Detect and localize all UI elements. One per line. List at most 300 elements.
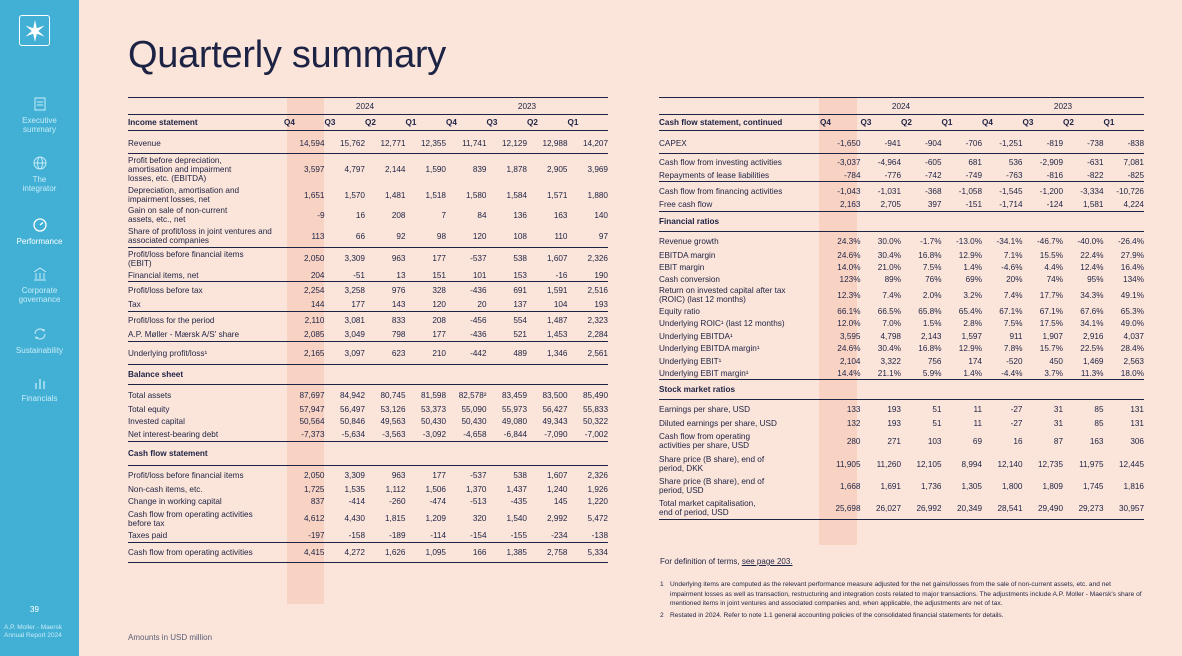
cell-value: 85,490 (582, 390, 608, 400)
cell-value: 16.4% (1120, 262, 1144, 272)
row-label: Total equity (128, 404, 170, 414)
row-label: Underlying EBITDA margin¹ (659, 344, 760, 353)
row-label: Non-cash items, etc. (128, 484, 203, 494)
cell-value: 7,081 (1123, 158, 1144, 167)
table-row (128, 298, 608, 311)
cell-value: -776 (884, 170, 901, 180)
nav-performance[interactable] (0, 218, 79, 246)
cell-value: -155 (510, 531, 527, 540)
cell-value: -816 (1046, 170, 1063, 180)
cell-value: 1,668 (840, 481, 861, 491)
cell-value: 3.7% (1044, 368, 1063, 378)
cell-value: -51 (353, 270, 365, 280)
footnote-2-number: 2 (660, 612, 664, 619)
cell-value: 1,305 (961, 481, 982, 491)
cell-value: 14.4% (837, 368, 861, 378)
cell-value: 1,691 (880, 481, 901, 491)
cell-value: 2,916 (1083, 331, 1104, 341)
bar-chart-icon (33, 377, 47, 389)
cell-value: 49,563 (380, 416, 406, 426)
cell-value: -114 (430, 531, 446, 540)
cell-value: 7 (441, 210, 446, 220)
cell-value: 67.1% (1039, 306, 1063, 316)
row-label: Invested capital (128, 416, 185, 426)
cell-value: 1,220 (587, 497, 608, 506)
cell-value: -474 (429, 497, 446, 506)
cell-value: 103 (927, 436, 942, 446)
cell-value: 1,651 (304, 190, 325, 200)
cell-value: -6,844 (503, 429, 527, 439)
cell-value: -825 (1127, 170, 1144, 180)
table-row (659, 399, 1144, 417)
cell-value: 26,027 (875, 503, 901, 513)
cell-value: -7,002 (584, 429, 608, 439)
cell-value: 2,050 (304, 471, 325, 480)
cell-value: -436 (470, 330, 487, 339)
cell-value: 120 (432, 300, 446, 309)
cell-value: 3,049 (344, 330, 365, 339)
cell-value: -154 (470, 531, 487, 540)
nav-label: Corporate governance (18, 286, 61, 304)
cell-value: -513 (470, 497, 487, 506)
cell-value: 1,907 (1042, 331, 1063, 341)
cell-value: 50,564 (299, 416, 325, 426)
cell-value: 56,497 (339, 404, 365, 414)
cell-value: 1,437 (506, 484, 527, 494)
cell-value: 8,994 (961, 459, 982, 469)
cell-value: 7.5% (922, 262, 942, 272)
cell-value: -1,200 (1039, 186, 1063, 196)
cell-value: 21.0% (877, 262, 901, 272)
cell-value: 271 (887, 436, 901, 446)
page-number: 39 (30, 605, 39, 614)
table-row (128, 384, 608, 403)
cell-value: 82,578² (458, 390, 487, 400)
cell-value: 28,541 (997, 503, 1023, 513)
cell-value: 911 (1009, 331, 1023, 341)
cell-value: 67.6% (1080, 306, 1104, 316)
maersk-star-icon[interactable] (19, 15, 50, 46)
cell-value: 1,725 (304, 484, 325, 494)
cell-value: 53,373 (420, 404, 446, 414)
cell-value: 31 (1053, 418, 1063, 428)
nav-corporate-governance[interactable] (0, 267, 79, 304)
year-header-row (659, 97, 1144, 114)
cell-value: -414 (348, 497, 365, 506)
page-title: Quarterly summary (128, 34, 446, 76)
cell-value: -819 (1046, 138, 1063, 148)
cell-value: 12,988 (542, 138, 568, 148)
cell-value: 57,947 (299, 404, 325, 414)
cell-value: 5,334 (587, 548, 608, 557)
cell-value: 120 (472, 231, 487, 241)
quarter-label: Q4 (820, 118, 831, 127)
cell-value: -27 (1010, 405, 1023, 414)
cell-value: -189 (389, 531, 406, 540)
cell-value: -7,373 (301, 429, 325, 439)
cell-value: 5.9% (922, 368, 942, 378)
cell-value: 83,500 (542, 390, 568, 400)
section-heading: Stock market ratios (659, 379, 1144, 399)
cell-value: -738 (1087, 138, 1104, 148)
cell-value: 66 (355, 231, 365, 241)
cell-value: 1,469 (1083, 356, 1104, 366)
cell-value: 2,705 (880, 200, 901, 209)
report-line2: Annual Report 2024 (4, 632, 62, 639)
cell-value: 1,580 (466, 190, 487, 200)
cell-value: 177 (432, 330, 446, 339)
cell-value: -1,714 (999, 200, 1023, 209)
table-row (659, 367, 1144, 379)
cell-value: 137 (513, 300, 527, 309)
nav-financials[interactable] (0, 377, 79, 403)
cell-value: -16 (555, 270, 568, 280)
cell-value: 12.9% (958, 344, 982, 353)
cell-value: 56,427 (542, 404, 568, 414)
cell-value: 3,097 (344, 348, 365, 358)
table-row (128, 185, 608, 205)
cell-value: 3,595 (840, 331, 861, 341)
row-label: Profit/loss for the period (128, 315, 215, 325)
cell-value: 108 (513, 231, 527, 241)
units-note: Amounts in USD million (128, 633, 213, 642)
table-row (659, 131, 1144, 153)
row-label: Profit/loss before tax (128, 285, 203, 295)
cell-value: 2,050 (304, 254, 325, 263)
cell-value: 4,272 (344, 548, 365, 557)
cell-value: 140 (594, 210, 608, 220)
cell-value: 1,112 (385, 484, 406, 494)
cell-value: 2,110 (304, 315, 325, 325)
cell-value: 95% (1087, 274, 1104, 284)
table-row (659, 330, 1144, 342)
cell-value: 1,626 (385, 548, 406, 557)
cell-value: 1,581 (1083, 200, 1104, 209)
table-row (128, 131, 608, 153)
cell-value: 69 (972, 436, 982, 446)
cell-value: 3.2% (963, 290, 982, 300)
cell-value: 11,741 (462, 138, 487, 148)
nav-sustainability[interactable] (0, 327, 79, 355)
cell-value: -763 (1006, 170, 1023, 180)
cell-value: 1.5% (922, 319, 942, 328)
cell-value: 2,143 (921, 331, 942, 341)
nav-label: Sustainability (15, 346, 64, 355)
cell-value: 1,571 (547, 190, 568, 200)
table-row (659, 249, 1144, 261)
recycle-icon (33, 327, 47, 341)
table-row (659, 453, 1144, 475)
row-label: Equity ratio (659, 306, 700, 316)
cell-value: 24.3% (837, 237, 861, 246)
cell-value: 1.4% (963, 368, 982, 378)
cell-value: -1,031 (877, 186, 901, 196)
nav-executive-summary[interactable] (0, 97, 79, 134)
cell-value: 174 (968, 356, 982, 366)
cell-value: 84 (477, 210, 487, 220)
cell-value: 26,992 (916, 503, 942, 513)
cell-value: -1,650 (837, 138, 861, 148)
cell-value: 691 (513, 285, 527, 295)
table-row (659, 317, 1144, 330)
table-row (128, 341, 608, 364)
cell-value: -537 (470, 471, 487, 480)
cell-value: 12,140 (997, 459, 1023, 469)
cell-value: 2,104 (840, 356, 861, 366)
cell-value: 1.4% (963, 262, 982, 272)
cell-value: 27.9% (1120, 250, 1144, 260)
row-label: Change in working capital (128, 497, 222, 506)
table-row (128, 508, 608, 529)
row-label: Underlying ROIC¹ (last 12 months) (659, 319, 785, 328)
cell-value: 18.0% (1120, 368, 1144, 378)
cell-value: 134% (1123, 274, 1144, 284)
cell-value: 11 (973, 405, 982, 414)
table-row (659, 417, 1144, 429)
cell-value: 110 (554, 231, 568, 241)
document-icon (34, 97, 46, 111)
cell-value: 131 (1130, 418, 1144, 428)
cell-value: -124 (1046, 200, 1063, 209)
cell-value: -13.0% (956, 237, 982, 246)
row-label: Cash conversion (659, 274, 720, 284)
cell-value: -436 (470, 285, 487, 295)
section-heading: Financial ratios (659, 211, 1144, 231)
cell-value: 208 (432, 315, 446, 325)
row-label: Total market capitalisation, end of period, USD (659, 499, 756, 517)
row-label: Revenue (128, 138, 161, 148)
cell-value: -4.6% (1001, 262, 1023, 272)
row-label: Underlying profit/loss¹ (128, 348, 208, 358)
quarter-header-row (128, 114, 608, 131)
row-label: Revenue growth (659, 237, 719, 246)
cell-value: 92 (396, 231, 406, 241)
definition-prefix: For definition of terms, (660, 557, 742, 566)
cell-value: -27 (1010, 418, 1023, 428)
cell-value: 2.0% (922, 290, 942, 300)
cell-value: 976 (391, 285, 406, 295)
cell-value: 5,472 (587, 514, 608, 523)
quarter-label: Q1 (567, 118, 579, 127)
cell-value: 104 (553, 300, 568, 309)
cell-value: 20 (477, 300, 487, 309)
cell-value: 538 (513, 254, 527, 263)
table-row (128, 483, 608, 495)
cell-value: 163 (1089, 436, 1104, 446)
cell-value: 24.6% (837, 344, 861, 353)
cell-value: 143 (391, 300, 406, 309)
cell-value: 4,224 (1123, 200, 1144, 209)
quarter-label: Q2 (365, 118, 376, 127)
cell-value: 80,745 (380, 390, 406, 400)
cell-value: 1,597 (961, 331, 982, 341)
cell-value: 55,833 (582, 404, 608, 414)
cell-value: -706 (965, 138, 982, 148)
cell-value: 1,607 (547, 471, 568, 480)
table-row (659, 342, 1144, 355)
row-label: Underlying EBIT margin¹ (659, 368, 749, 378)
report-name (4, 624, 62, 640)
cell-value: 49,343 (542, 416, 568, 426)
cell-value: -605 (925, 158, 942, 167)
cell-value: -34.1% (996, 237, 1023, 246)
cell-value: 7.8% (1003, 344, 1023, 353)
cell-value: 29,490 (1037, 503, 1063, 513)
cell-value: 4,612 (304, 514, 325, 523)
cell-value: 50,430 (461, 416, 487, 426)
table-row (128, 328, 608, 341)
cell-value: 74% (1046, 274, 1063, 284)
cell-value: -1,251 (999, 138, 1023, 148)
cell-value: 17.7% (1039, 290, 1063, 300)
row-label: Cash flow from financing activities (659, 186, 783, 196)
cell-value: 3,309 (344, 471, 365, 480)
cell-value: 963 (391, 254, 406, 263)
cell-value: -1,545 (999, 186, 1023, 196)
cell-value: -1,058 (958, 186, 982, 196)
quarter-label: Q4 (446, 118, 457, 127)
cell-value: 2,326 (587, 471, 608, 480)
cell-value: 4,037 (1123, 331, 1144, 341)
row-label: EBIT margin (659, 262, 705, 272)
cell-value: 1,800 (1002, 481, 1023, 491)
cell-value: 15,762 (339, 138, 365, 148)
definition-note (660, 557, 793, 567)
cell-value: 131 (1130, 405, 1144, 414)
cell-value: 30.4% (877, 344, 901, 353)
cell-value: 11 (973, 418, 982, 428)
definition-link[interactable]: see page 203. (741, 557, 793, 566)
cell-value: 85 (1094, 418, 1104, 428)
cell-value: -838 (1127, 138, 1144, 148)
row-label: Repayments of lease liabilities (659, 170, 770, 180)
cell-value: 69% (965, 274, 982, 284)
cell-value: -822 (1087, 170, 1104, 180)
cell-value: -26.4% (1118, 237, 1144, 246)
table-row (128, 427, 608, 441)
table-row (128, 542, 608, 562)
table-row (659, 429, 1144, 453)
cell-value: -5,634 (341, 429, 365, 439)
cell-value: -9 (317, 210, 325, 220)
section-heading: Cash flow statement (128, 441, 608, 465)
row-label: A.P. Møller - Mærsk A/S' share (128, 330, 240, 339)
cell-value: 11.3% (1080, 368, 1104, 378)
cell-value: 12.4% (1080, 262, 1104, 272)
cell-value: 15.7% (1039, 344, 1063, 353)
cell-value: 12.9% (958, 250, 982, 260)
cell-value: 34.1% (1080, 319, 1104, 328)
row-label: Share price (B share), end of period, DKK (659, 455, 765, 473)
sidebar (0, 0, 79, 656)
cell-value: 2,144 (385, 165, 406, 174)
cell-value: 83,459 (501, 390, 527, 400)
nav-label: Executive summary (22, 116, 57, 134)
cell-value: 12.3% (837, 290, 861, 300)
cell-value: -1.7% (920, 237, 942, 246)
cell-value: 3,309 (344, 254, 365, 263)
quarter-label: Q2 (901, 118, 912, 127)
cell-value: -904 (925, 138, 942, 148)
cell-value: 2,516 (587, 285, 608, 295)
cell-value: 4,797 (344, 165, 365, 174)
cell-value: -2,909 (1039, 158, 1063, 167)
table-row (128, 225, 608, 247)
row-label: Net interest-bearing debt (128, 429, 219, 439)
row-label: Depreciation, amortisation and impairment losses, net (128, 186, 240, 204)
cell-value: 97 (598, 231, 608, 241)
nav-label: The integrator (22, 175, 57, 193)
cell-value: 681 (968, 158, 982, 167)
cell-value: 12,735 (1037, 459, 1063, 469)
cell-value: 2,563 (1123, 356, 1144, 366)
cell-value: 1,518 (425, 190, 446, 200)
cell-value: 84,942 (339, 390, 365, 400)
quarter-label: Q1 (941, 118, 953, 127)
cell-value: 1,880 (587, 190, 608, 200)
table-row (659, 475, 1144, 497)
quarter-label: Q3 (1022, 118, 1034, 127)
cell-value: 1,506 (425, 484, 446, 494)
report-line1: A.P. Moller - Maersk (4, 624, 63, 631)
cell-value: 280 (846, 436, 861, 446)
cell-value: 554 (513, 315, 527, 325)
cell-value: 50,846 (339, 416, 365, 426)
cell-value: 15.5% (1039, 250, 1063, 260)
row-label: Share of profit/loss in joint ventures and associated companies (128, 227, 272, 245)
cell-value: -368 (925, 186, 942, 196)
cell-value: 87 (1053, 436, 1063, 446)
cell-value: 798 (391, 330, 406, 339)
cell-value: -442 (470, 348, 487, 358)
nav-the-integrator[interactable] (0, 156, 79, 193)
cell-value: 133 (846, 405, 861, 414)
cell-value: 1,736 (921, 481, 942, 491)
cell-value: 963 (391, 471, 406, 480)
cell-value: 1,385 (506, 548, 527, 557)
cell-value: -158 (348, 531, 365, 540)
row-label: Profit/loss before financial items (128, 471, 244, 480)
cell-value: 1,926 (587, 484, 608, 494)
cell-value: 12,445 (1118, 459, 1144, 469)
footnote-1 (660, 580, 1144, 609)
row-label: Profit before depreciation, amortisation and impairment losses, etc. (EBITDA) (128, 156, 232, 183)
cell-value: 521 (513, 330, 527, 339)
cell-value: 12,771 (380, 138, 406, 148)
cell-value: 177 (351, 300, 365, 309)
cell-value: 11,975 (1079, 459, 1104, 469)
cell-value: 14,594 (299, 138, 325, 148)
cell-value: 1,209 (425, 514, 446, 523)
cell-value: -520 (1006, 356, 1023, 366)
row-label: Underlying EBITDA¹ (659, 331, 733, 341)
cell-value: 190 (594, 270, 608, 280)
cell-value: -749 (965, 170, 982, 180)
cell-value: 81,598 (420, 390, 446, 400)
table-row (659, 261, 1144, 273)
year-label: 2024 (891, 102, 911, 111)
table-row (128, 153, 608, 185)
cell-value: 1,816 (1123, 481, 1144, 491)
cell-value: 14,207 (582, 138, 608, 148)
table-row (128, 281, 608, 298)
cell-value: 1,481 (385, 190, 406, 200)
cell-value: -742 (925, 170, 942, 180)
cell-value: 3,969 (587, 165, 608, 174)
cell-value: 132 (846, 418, 861, 428)
quarter-label: Q2 (527, 118, 538, 127)
cell-value: 29,273 (1078, 503, 1104, 513)
